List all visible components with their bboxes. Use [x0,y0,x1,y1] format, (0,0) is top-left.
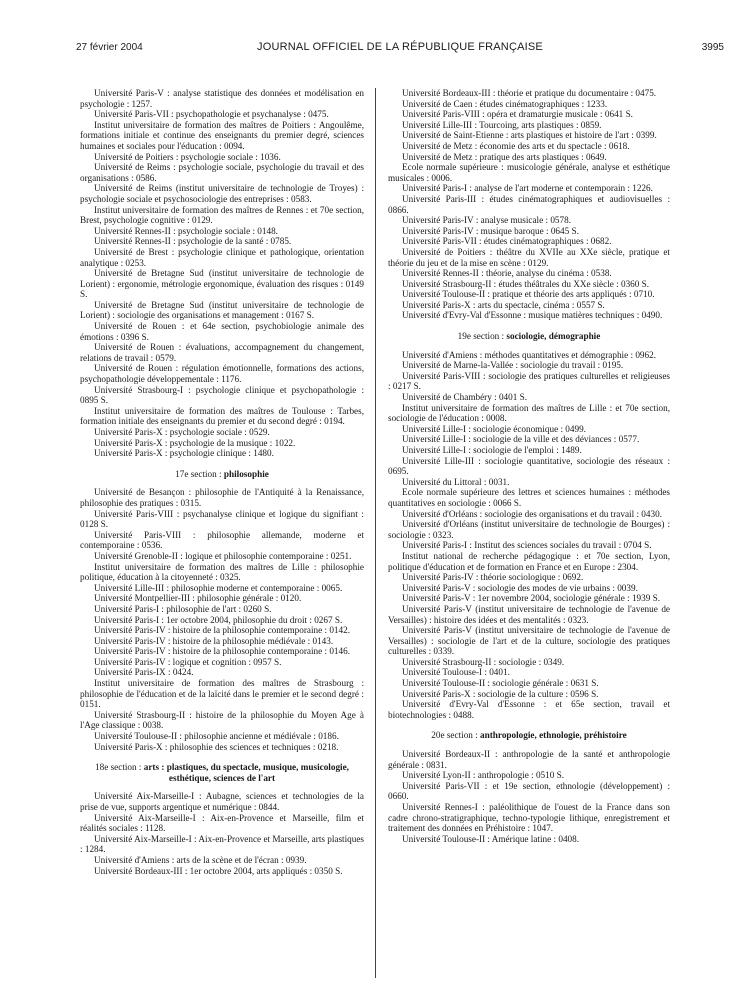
list-item: Université Rennes-II : psychologie de la santé : 0785. [94,236,292,247]
list-item: Université Paris-X : psychologie clinique : 1480. [94,448,274,459]
section-heading [388,331,670,342]
list-item: Université d'Evry-Val d'Essonne : et 65e section, travail et biotechnologies : 0488. [388,699,670,720]
list-item: Institut universitaire de formation des maîtres de Lille : philosophie politique, éducation à la citoyenneté : 0325. [80,561,364,583]
list-item: Université de Metz : économie des arts et du spectacle : 0618. [402,140,630,151]
list-item: Université Paris-VIII : psychanalyse clinique et logique du signifiant : 0128 S. [80,508,364,530]
list-item: Université Lille-I : sociologie de l'emploi : 1489. [402,445,582,455]
list-item: Université Toulouse-II : philosophie ancienne et médiévale : 0186. [94,731,339,742]
list-item: Université Paris-III : études cinématographiques et audiovisuelles : 0866. [388,193,670,215]
list-item: Université de Metz : pratique des arts plastiques : 0649. [402,151,607,162]
list-item: Université Toulouse-II : sociologie générale : 0631 S. [402,678,599,689]
section-heading [388,730,670,741]
left-column [80,88,364,876]
list-item: Université Grenoble-II : logique et philosophie contemporaine : 0251. [94,550,352,561]
header-date: 27 février 2004 [76,42,143,53]
list-item: Université Rennes-II : théorie, analyse du cinéma : 0538. [402,268,612,279]
page-header [76,40,724,56]
list-item: Université Paris-I : Institut des sciences sociales du travail : 0704 S. [402,540,652,551]
list-item: Université Strasbourg-I : psychologie clinique et psychopathologie : 0895 S. [80,384,364,406]
list-item: Université Paris-X : philosophie des sciences et techniques : 0218. [94,741,339,752]
list-item: Université Aix-Marseille-I : Aix-en-Provence et Marseille, film et réalités sociales : 1128. [80,812,364,834]
list-item: Université Paris-VIII : sociologie des pratiques culturelles et religieuses : 0217 S. [388,370,670,392]
list-item: Université de Bretagne Sud (institut universitaire de technologie de Lorient) : sociologie des organisations et management : 0167 S. [80,299,364,321]
list-item: Institut universitaire de formation des maîtres de Lille : et 70e section, sociologie de l'éducation : 0008. [388,402,670,424]
list-item: Université Rennes-II : psychologie sociale : 0148. [94,225,278,236]
list-item: Université Paris-IV : musique baroque : 0645 S. [402,225,579,236]
list-item: Ecole normale supérieure : musicologie générale, analyse et esthétique musicales : 0006. [388,162,670,183]
right-column [388,88,670,844]
list-item: Université Lille-I : sociologie économique : 0499. [402,423,586,434]
list-item: Université Paris-V (institut universitaire de technologie de l'avenue de Versailles) : sociologie de l'art et de la culture, sociologie des pratiques culturelles : 0339. [388,625,670,657]
column-divider [375,88,376,978]
list-item: Université Montpellier-III : philosophie générale : 0120. [94,593,302,604]
list-item: Ecole normale supérieure des lettres et sciences humaines : méthodes quantitatives en sociologie : 0066 S. [388,487,670,508]
list-item: Université Paris-IV : histoire de la philosophie médiévale : 0143. [94,635,334,646]
section-heading [80,762,364,783]
list-item: Université Lille-III : Tourcoing, arts plastiques : 0859. [402,119,602,130]
section-heading [80,469,364,480]
list-item: Université Aix-Marseille-I : Aubagne, sciences et technologies de la prise de vue, supports argentique et numérique : 0844. [80,791,364,812]
list-item: Université de Poitiers : théâtre du XVIIe au XXe siècle, pratique et théorie du jeu et de la mise en scène : 0129. [388,246,670,268]
list-item: Université Paris-X : psychologie de la musique : 1022. [94,437,296,448]
list-item: Université de Marne-la-Vallée : sociologie du travail : 0195. [402,360,624,371]
list-item: Université Strasbourg-II : études théâtrales du XXe siècle : 0360 S. [402,278,650,289]
section-number: 20e section : [431,730,481,741]
list-item: Université Paris-V (institut universitaire de technologie de l'avenue de Versailles) : histoire des idées et des mentalités : 0323. [388,603,670,625]
list-item: Université Paris-X : psychologie sociale : 0529. [94,427,270,437]
list-item: Université Paris-I : 1er octobre 2004, philosophie du droit : 0267 S. [94,614,343,625]
section-title: philosophie [223,468,269,479]
list-item: Université de Rouen : régulation émotionnelle, formations des actions, psychopathologie développementale : 1176. [80,363,364,385]
list-item: Université d'Amiens : arts de la scène et de l'écran : 0939. [94,854,307,865]
list-item: Université de Rouen : et 64e section, psychobiologie animale des émotions : 0396 S. [80,321,364,342]
list-item: Université Lille-III : sociologie quantitative, sociologie des réseaux : 0695. [388,455,670,477]
list-item: Université Paris-VII : études cinématographiques : 0682. [402,236,612,247]
list-item: Université Paris-IX : 0424. [94,667,194,678]
list-item: Université Paris-V : sociologie des modes de vie urbains : 0039. [402,582,638,593]
list-item: Université Bordeaux-III : théorie et pratique du documentaire : 0475. [402,88,657,98]
list-item: Université Aix-Marseille-I : Aix-en-Provence et Marseille, arts plastiques : 1284. [80,833,364,855]
list-item: Université Toulouse-II : pratique et théorie des arts appliqués : 0710. [402,289,655,300]
list-item: Institut national de recherche pédagogique : et 70e section, Lyon, politique d'éducation et de formation en France et en Europe : 2304. [388,550,670,572]
section-number: 17e section : [175,468,224,479]
list-item: Université de Besançon : philosophie de l'Antiquité à la Renaissance, philosophie des pratiques : 0315. [80,487,364,508]
list-item: Université d'Amiens : méthodes quantitatives et démographie : 0962. [402,349,657,360]
list-item: Université du Littoral : 0031. [402,476,510,487]
list-item: Université Paris-I : analyse de l'art moderne et contemporain : 1226. [402,183,653,194]
list-item: Université de Reims (institut universitaire de technologie de Troyes) : psychologie sociale et psychosociologie des entreprises : 0583. [80,183,364,204]
list-item: Université Paris-VIII : philosophie allemande, moderne et contemporaine : 0536. [80,529,364,551]
section-title: arts : plastiques, du spectacle, musique, musicologie, esthétique, sciences de l'art [143,762,349,783]
list-item: Université Rennes-I : paléolithique de l'ouest de la France dans son cadre chrono-stratigraphique, techno-typologie lithique, enregistrement et traitement des données en Préhistoire : 1047. [388,802,670,834]
list-item: Université de Reims : psychologie sociale, psychologie du travail et des organisations : 0586. [80,162,364,183]
list-item: Université de Chambéry : 0401 S. [402,392,528,403]
list-item: Université Paris-X : arts du spectacle, cinéma : 0557 S. [402,299,605,310]
list-item: Université Paris-V : 1er novembre 2004, sociologie générale : 1939 S. [402,593,661,604]
section-title: sociologie, démographie [506,331,601,342]
list-item: Institut universitaire de formation des maîtres de Strasbourg : philosophie de l'éducation et de la laïcité dans le premier et le second degré : 0151. [80,678,364,710]
list-item: Université Paris-VIII : opéra et dramaturgie musicale : 0641 S. [402,109,633,120]
list-item: Université Lyon-II : anthropologie : 0510 S. [402,770,565,781]
list-item: Université Paris-V : analyse statistique des données et modélisation en psychologie : 1257. [80,88,364,109]
list-item: Université de Bretagne Sud (institut universitaire de technologie de Lorient) : ergonomie, métrologie ergonomique, évaluation des risques : 0149 S. [80,268,364,300]
list-item: Institut universitaire de formation des maîtres de Toulouse : Tarbes, formation initiale des enseignants du premier et du second degré : 0194. [80,405,364,427]
list-item: Université Paris-IV : logique et cognition : 0957 S. [94,656,282,667]
list-item: Université Strasbourg-II : histoire de la philosophie du Moyen Age à l'Age classique : 0038. [80,709,364,731]
list-item: Université Paris-VII : et 19e section, ethnologie (développement) : 0660. [388,780,670,802]
list-item: Université Paris-X : sociologie de la culture : 0596 S. [402,688,599,699]
journal-title: JOURNAL OFFICIEL DE LA RÉPUBLIQUE FRANÇAISE [257,41,543,53]
list-item: Institut universitaire de formation des maîtres de Poitiers : Angoulême, formations initiale et continue des enseignants du premier degré, sciences humaines et sociales pour l'éducation : 0094. [80,119,364,151]
list-item: Université Paris-IV : histoire de la philosophie contemporaine : 0146. [94,646,351,657]
list-item: Université Paris-IV : analyse musicale : 0578. [402,215,571,226]
list-item: Université Paris-I : philosophie de l'art : 0260 S. [94,603,272,614]
list-item: Université d'Orléans (institut universitaire de technologie de Bourges) : sociologie : 0323. [388,519,670,540]
list-item: Université Toulouse-I : 0401. [402,667,510,678]
list-item: Université de Brest : psychologie clinique et pathologique, orientation analytique : 0253. [80,246,364,268]
list-item: Université Bordeaux-III : 1er octobre 2004, arts appliqués : 0350 S. [94,865,343,876]
list-item: Université Lille-I : sociologie de la ville et des déviances : 0577. [402,434,640,445]
list-item: Institut universitaire de formation des maîtres de Rennes : et 70e section, Brest, psychologie cognitive : 0129. [80,204,364,226]
page-number: 3995 [701,42,724,53]
list-item: Université Paris-VII : psychopathologie et psychanalyse : 0475. [94,109,329,120]
list-item: Université de Caen : études cinématographiques : 1233. [402,98,608,109]
list-item: Université Strasbourg-II : sociologie : 0349. [402,656,565,667]
list-item: Université de Poitiers : psychologie sociale : 1036. [94,151,281,162]
list-item: Université Paris-IV : histoire de la philosophie contemporaine : 0142. [94,625,351,636]
list-item: Université Bordeaux-II : anthropologie de la santé et anthropologie générale : 0831. [388,749,670,770]
list-item: Université Paris-IV : théorie sociologique : 0692. [402,572,584,583]
list-item: Université Lille-III : philosophie moderne et contemporaine : 0065. [94,582,343,593]
list-item: Université d'Evry-Val d'Essonne : musique matières techniques : 0490. [402,310,663,321]
list-item: Université d'Orléans : sociologie des organisations et du travail : 0430. [402,508,662,519]
list-item: Université Toulouse-II : Amérique latine : 0408. [402,833,580,844]
section-number: 18e section : [95,762,144,773]
section-number: 19e section : [457,331,507,342]
list-item: Université de Rouen : évaluations, accompagnement du changement, relations de travail : 0579. [80,342,364,363]
list-item: Université de Saint-Etienne : arts plastiques et histoire de l'art : 0399. [402,130,657,141]
section-title: anthropologie, ethnologie, préhistoire [480,730,627,741]
